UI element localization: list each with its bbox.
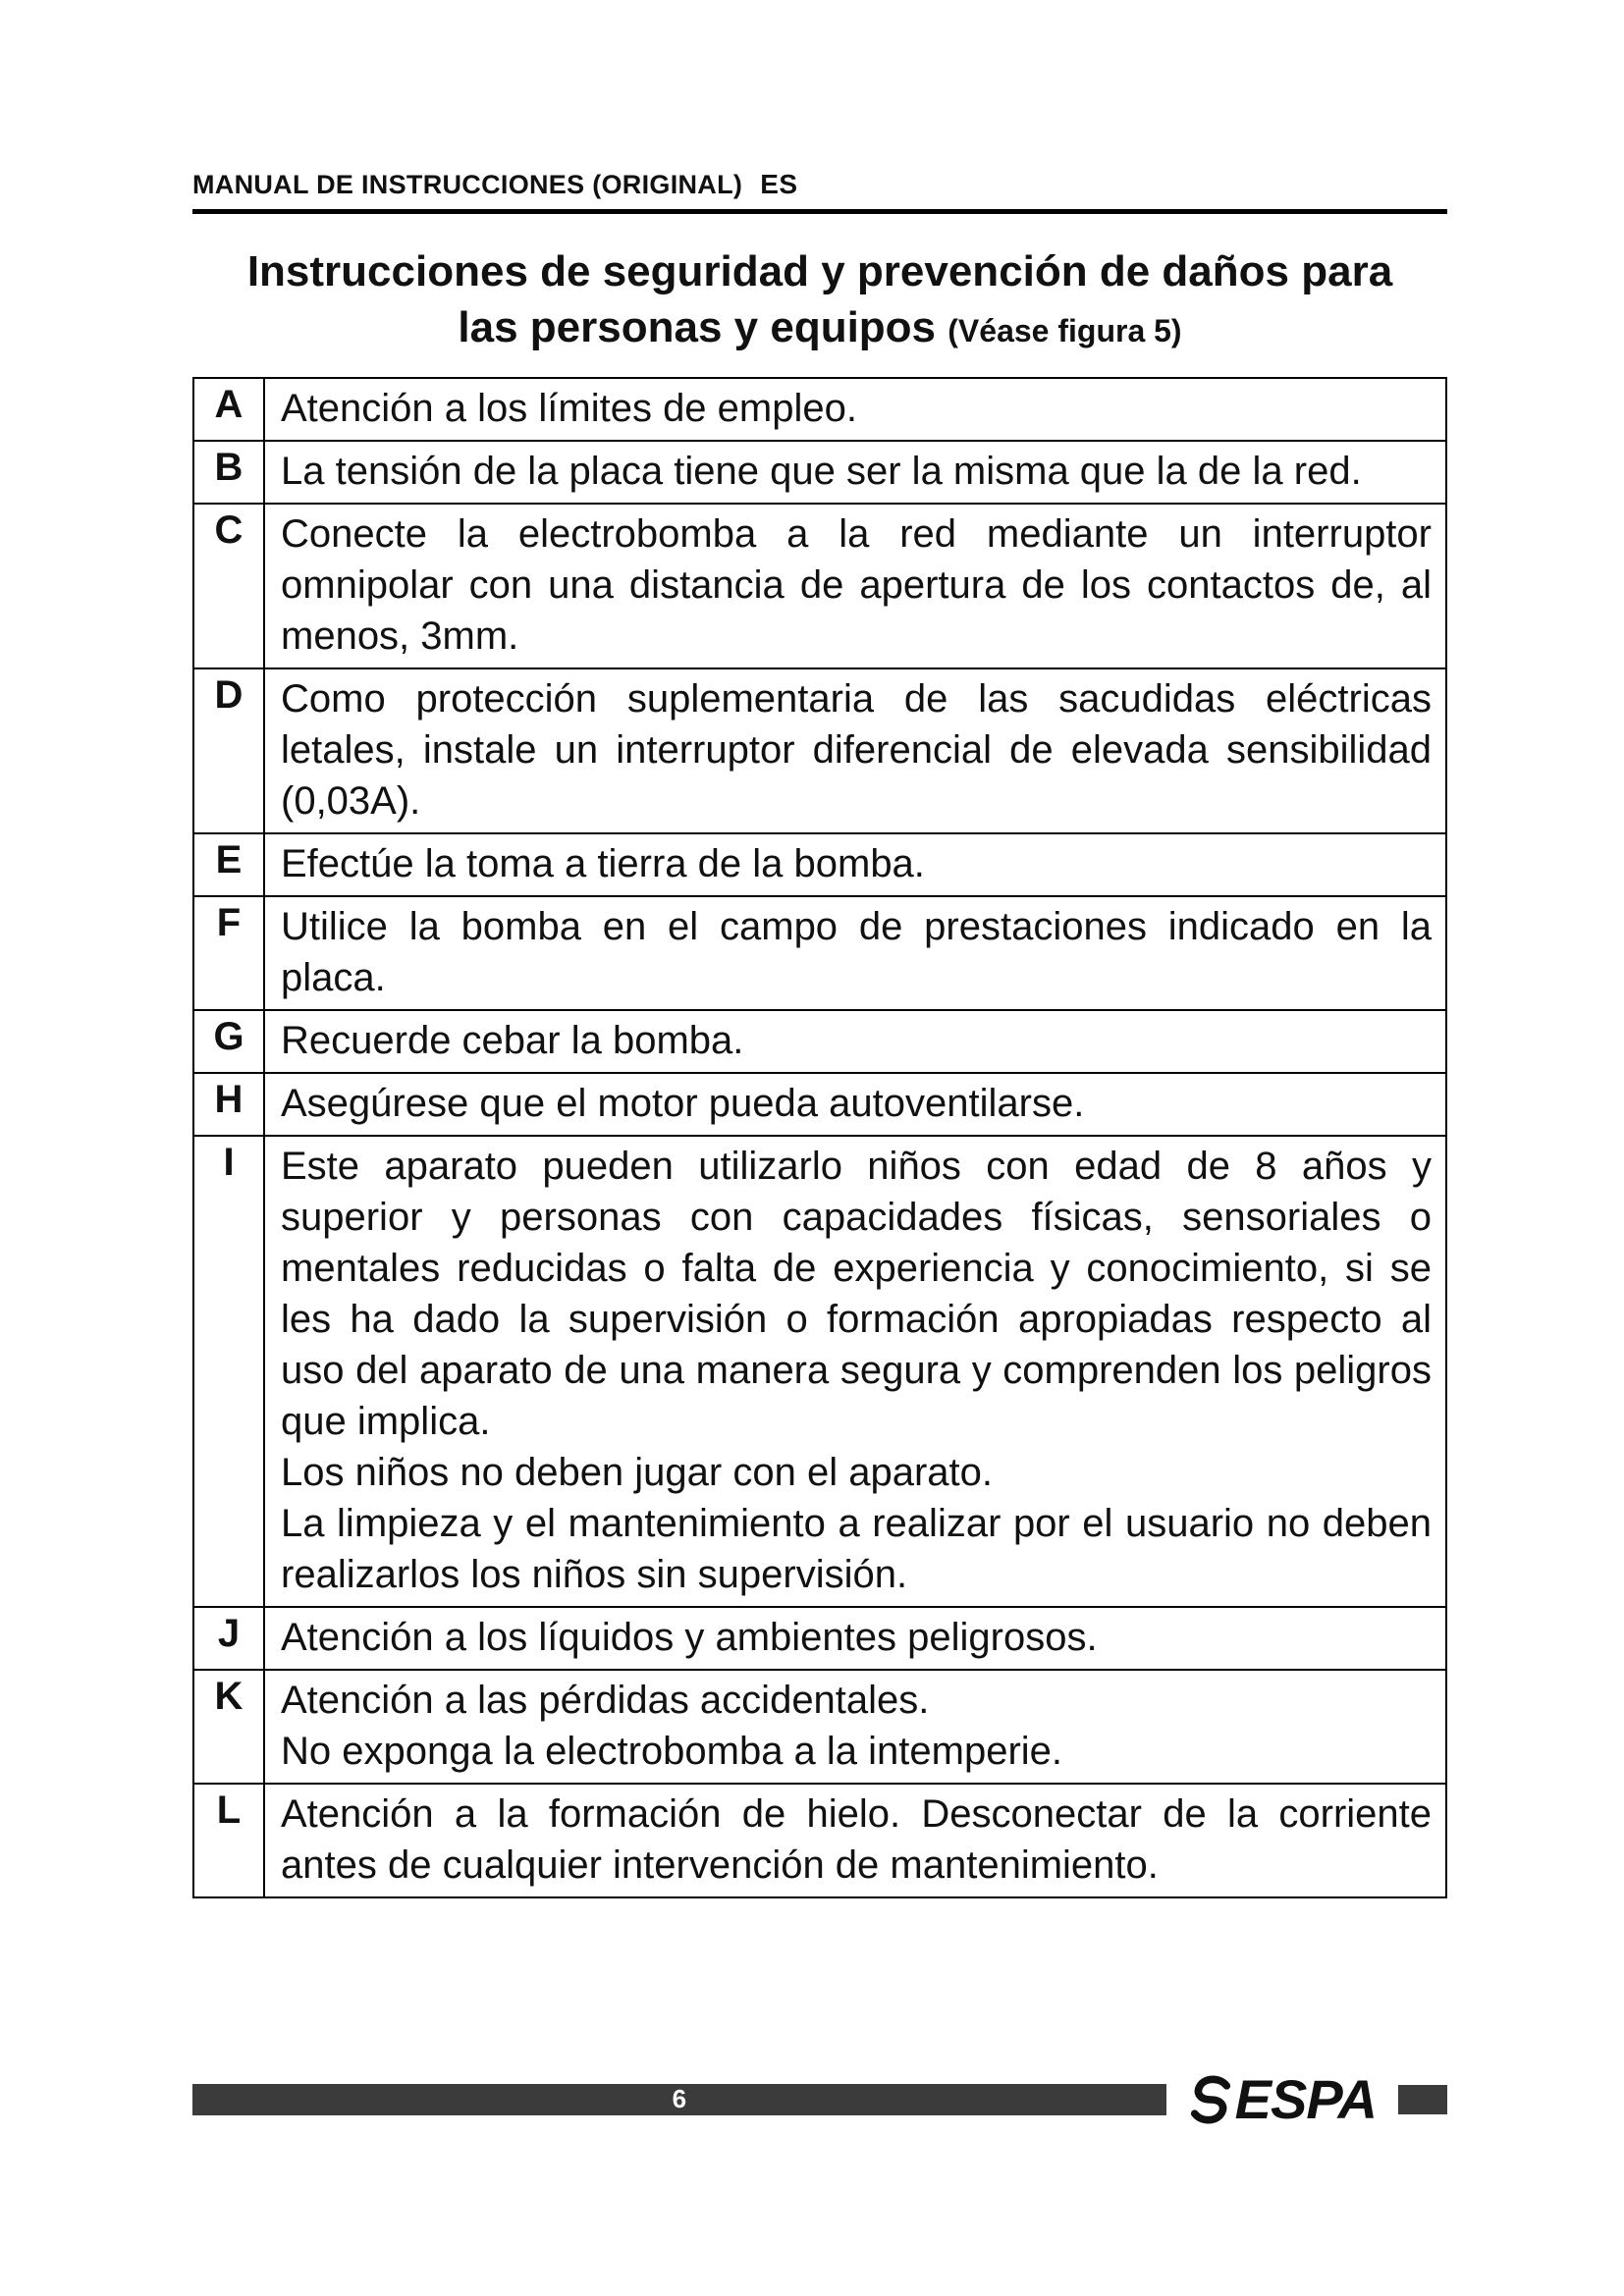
section-title-line1: Instrucciones de seguridad y prevención de daños para [246,247,1393,295]
row-letter: J [193,1607,264,1670]
row-text-line: Atención a los límites de empleo. [281,387,857,431]
safety-table-body [193,378,1446,1897]
espa-impeller-icon [1188,2075,1233,2124]
header-title: MANUAL DE INSTRUCCIONES (ORIGINAL) [192,170,743,199]
safety-row [193,1670,1446,1784]
row-text [264,1073,1446,1136]
safety-row [193,1607,1446,1670]
row-text-line: Utilice la bomba en el campo de prestaciones indicado en la placa. [281,905,1432,1000]
row-letter: C [193,504,264,668]
row-text [264,1670,1446,1784]
row-text [264,896,1446,1010]
header-rule [192,209,1447,214]
row-text [264,1607,1446,1670]
page-content [192,169,1447,1898]
page-number: 6 [672,2084,687,2113]
row-letter: A [193,378,264,441]
row-text [264,378,1446,441]
page-header [192,169,1447,200]
footer-end-block [1398,2085,1447,2114]
row-letter: I [193,1136,264,1607]
safety-row [193,1073,1446,1136]
header-language-code: ES [760,169,798,199]
row-text-line: Asegúrese que el motor pueda autoventilarse. [281,1082,1085,1126]
row-letter: H [193,1073,264,1136]
row-letter: D [193,668,264,833]
section-title [192,243,1447,355]
section-title-line2: las personas y equipos [458,303,937,352]
row-text [264,1136,1446,1607]
safety-row [193,1784,1446,1897]
row-letter: L [193,1784,264,1897]
row-letter: E [193,833,264,896]
row-letter: K [193,1670,264,1784]
row-text [264,668,1446,833]
row-text-line: Atención a las pérdidas accidentales. [281,1679,930,1723]
row-text [264,833,1446,896]
section-title-note: (Véase figura 5) [947,313,1182,349]
safety-instructions-table [192,377,1447,1898]
row-text [264,504,1446,668]
espa-logo [1188,2067,1377,2131]
row-text [264,1784,1446,1897]
row-text [264,1010,1446,1073]
row-letter: G [193,1010,264,1073]
row-text-line: Este aparato pueden utilizarlo niños con edad de 8 años y superior y personas con capacidades físicas, sensoriales o mentales reducidas o falta de experiencia y conocimiento, si se les ha dado la supervisión o formación apropiadas respecto al uso del aparato de una manera segura y comprenden los peligros que implica. [281,1145,1432,1444]
row-text-line: Conecte la electrobomba a la red mediante un interruptor omnipolar con una distancia de apertura de los contactos de, al menos, 3mm. [281,512,1432,659]
safety-row [193,441,1446,504]
row-text-line: La limpieza y el mantenimiento a realizar por el usuario no deben realizarlos los niños sin supervisión. [281,1502,1432,1597]
safety-row [193,504,1446,668]
row-letter: F [193,896,264,1010]
safety-row [193,378,1446,441]
row-text-line: Los niños no deben jugar con el aparato. [281,1451,993,1495]
row-text-line: Como protección suplementaria de las sacudidas eléctricas letales, instale un interruptor diferencial de elevada sensibilidad (0,03A). [281,677,1432,824]
page-footer [192,2067,1447,2131]
safety-row [193,1010,1446,1073]
row-text-line: Recuerde cebar la bomba. [281,1019,744,1063]
safety-row [193,896,1446,1010]
espa-logo-text: ESPA [1234,2068,1377,2130]
row-text [264,441,1446,504]
row-letter: B [193,441,264,504]
row-text-line: No exponga la electrobomba a la intemperie. [281,1730,1063,1774]
row-text-line: Atención a los líquidos y ambientes peligrosos. [281,1616,1098,1660]
row-text-line: Efectúe la toma a tierra de la bomba. [281,842,925,886]
row-text-line: Atención a la formación de hielo. Desconectar de la corriente antes de cualquier intervención de mantenimiento. [281,1792,1432,1888]
row-text-line: La tensión de la placa tiene que ser la misma que la de la red. [281,450,1362,494]
safety-row [193,668,1446,833]
safety-row [193,833,1446,896]
footer-bar [192,2084,1166,2115]
safety-row [193,1136,1446,1607]
